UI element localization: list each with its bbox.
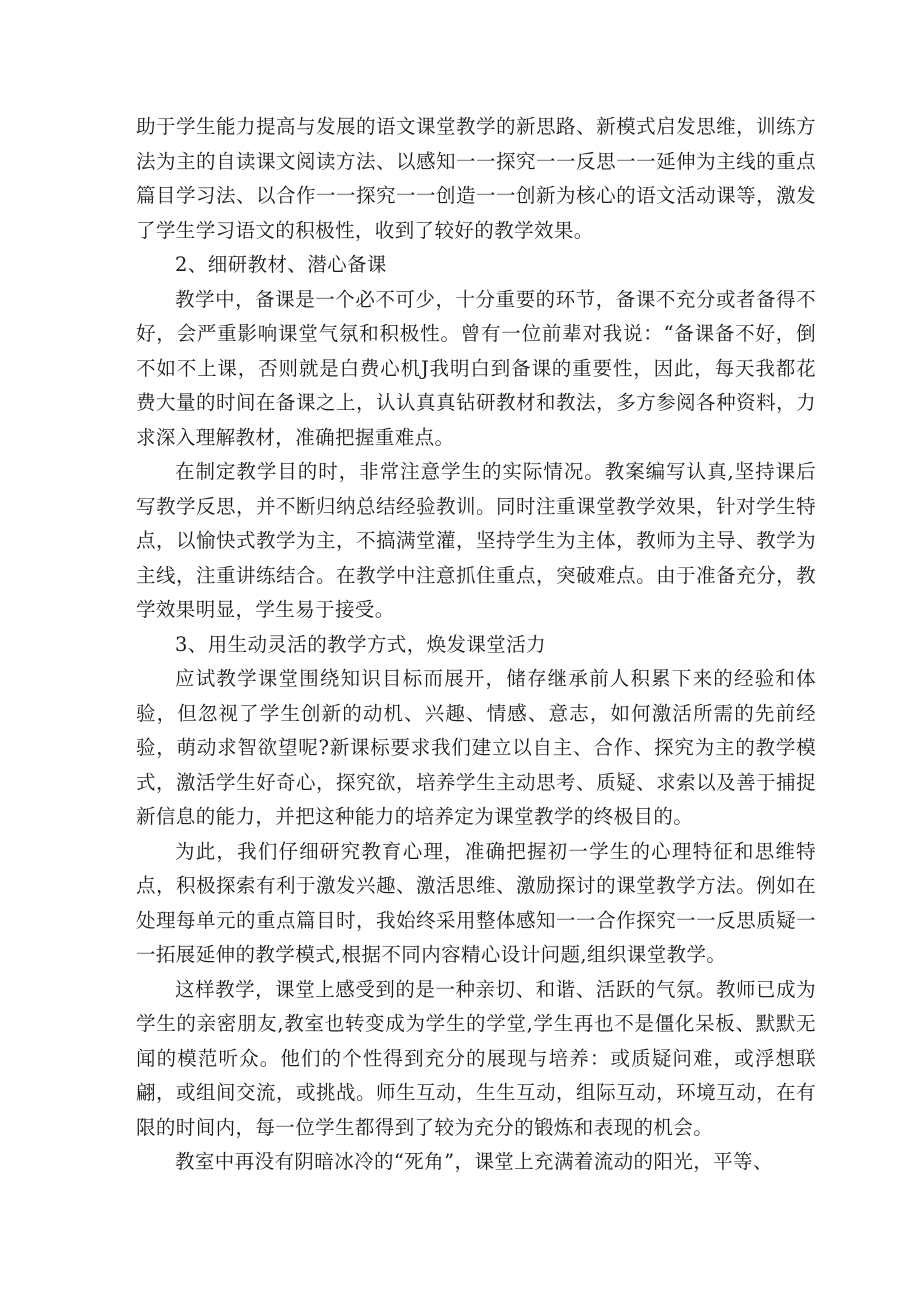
document-body	[136, 110, 816, 1180]
paragraph-classroom-atmosphere: 这样教学，课堂上感受到的是一种亲切、和谐、活跃的气氛。教师已成为学生的亲密朋友,教室也转变成为学生的学堂,学生再也不是僵化呆板、默默无闻的模范听众。他们的个性得到充分的展现与培养：或质疑问难，或浮想联翩，或组间交流，或挑战。师生互动，生生互动，组际互动，环境互动，在有限的时间内，每一位学生都得到了较为充分的锻炼和表现的机会。	[136, 977, 816, 1139]
paragraph-exam-teaching: 应试教学课堂围绕知识目标而展开，储存继承前人积累下来的经验和体验，但忽视了学生创新的动机、兴趣、情感、意志，如何激活所需的先前经验，萌动求智欲望呢?新课标要求我们建立以自主、合作、探究为主的教学模式，激活学生好奇心，探究欲，培养学生主动思考、质疑、求索以及善于捕捉新信息的能力，并把这种能力的培养定为课堂教学的终极目的。	[136, 667, 816, 828]
paragraph-sunshine: 教室中再没有阴暗冰冷的“死角”，课堂上充满着流动的阳光，平等、	[175, 1150, 773, 1173]
section-heading-3: 3、用生动灵活的教学方式，焕发课堂活力	[175, 632, 547, 656]
paragraph-teaching-goals: 在制定教学目的时，非常注意学生的实际情况。教案编写认真,坚持课后写教学反思，并不断归纳总结经验教训。同时注重课堂教学效果，针对学生特点，以愉快式教学为主，不搞满堂灌，坚持学生为主体，教师为主导、教学为主线，注重讲练结合。在教学中注意抓住重点，突破难点。由于准备充分，教学效果明显，学生易于接受。	[136, 460, 816, 621]
section-heading-2: 2、细研教材、潜心备课	[175, 253, 387, 276]
paragraph-lesson-prep: 教学中，备课是一个必不可少，十分重要的环节，备课不充分或者备得不好，会严重影响课堂气氛和积极性。曾有一位前辈对我说：“备课备不好，倒不如不上课，否则就是白费心机J我明白到备课的重要性，因此，每天我都花费大量的时间在备课之上，认认真真钻研教材和教法，多方参阅各种资料，力求深入理解教材，准确把握重难点。	[136, 287, 816, 449]
paragraph-continuation: 助于学生能力提高与发展的语文课堂教学的新思路、新模式启发思维，训练方法为主的自读课文阅读方法、以感知一一探究一一反思一一延伸为主线的重点篇目学习法、以合作一一探究一一创造一一创新为核心的语文活动课等，激发了学生学习语文的积极性，收到了较好的教学效果。	[136, 115, 816, 242]
paragraph-research-psychology: 为此，我们仔细研究教育心理，准确把握初一学生的心理特征和思维特点，积极探索有利于激发兴趣、激活思维、激励探讨的课堂教学方法。例如在处理每单元的重点篇目时，我始终采用整体感知一一合作探究一一反思质疑一一拓展延伸的教学模式,根据不同内容精心设计问题,组织课堂教学。	[136, 839, 816, 966]
